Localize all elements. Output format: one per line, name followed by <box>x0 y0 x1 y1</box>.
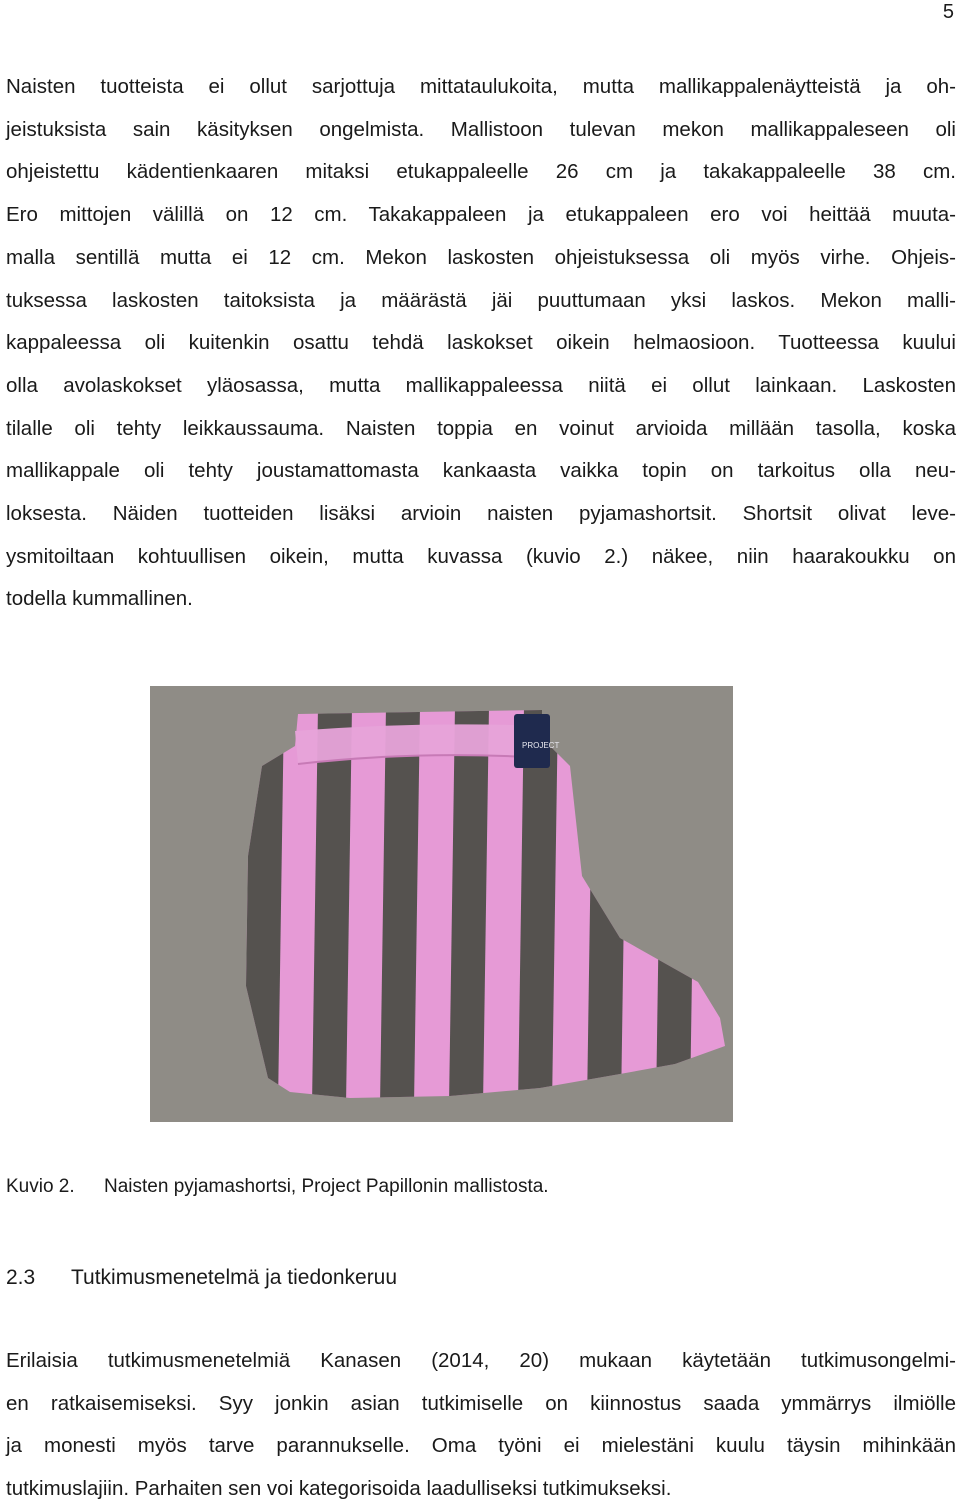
paragraph-line: en ratkaisemiseksi. Syy jonkin asian tutkimiselle on kiinnostus saada ymmärrys ilmiölle <box>6 1391 956 1415</box>
paragraph-line: olla avolaskokset yläosassa, mutta mallikappaleessa niitä ei ollut lainkaan. Laskosten <box>6 373 956 397</box>
paragraph-line: todella kummallinen. <box>6 587 193 611</box>
caption-number: Kuvio 2. <box>6 1176 75 1197</box>
grey-stripe <box>449 706 489 1106</box>
shorts-photo <box>150 686 733 1122</box>
paragraph-line: jeistuksista sain käsityksen ongelmista. Mallistoon tulevan mekon mallikappaleseen oli <box>6 117 956 141</box>
section-title: Tutkimusmenetelmä ja tiedonkeruu <box>71 1266 398 1289</box>
section-number: 2.3 <box>6 1266 36 1289</box>
body-paragraph-2 <box>6 1340 956 1511</box>
paragraph-line: tutkimuslajiin. Parhaiten sen voi kategorisoida laadulliseksi tutkimukseksi. <box>6 1477 672 1501</box>
grey-stripe <box>380 706 420 1106</box>
paragraph-line: mallikappale oli tehty joustamattomasta kankaasta vaikka topin on tarkoitus olla neu- <box>6 459 956 483</box>
paragraph-line: ysmitoiltaan kohtuullisen oikein, mutta kuvassa (kuvio 2.) näkee, niin haarakoukku on <box>6 544 956 568</box>
paragraph-line: tuksessa laskosten taitoksista ja määrästä jäi puuttumaan yksi laskos. Mekon malli- <box>6 288 956 312</box>
grey-stripe <box>312 706 352 1106</box>
paragraph-line: ja monesti myös tarve parannukselle. Oma työni ei mielestäni kuulu täysin mihinkään <box>6 1434 956 1458</box>
caption-text: Naisten pyjamashortsi, Project Papillonin mallistosta. <box>104 1176 549 1197</box>
figure-caption <box>6 1174 549 1200</box>
paragraph-line: Naisten tuotteista ei ollut sarjottuja mittataulukoita, mutta mallikappalenäytteistä ja oh- <box>6 75 956 98</box>
paragraph-line: ohjeistettu kädentienkaaren mitaksi etukappaleelle 26 cm ja takakappaleelle 38 cm. <box>6 160 956 184</box>
body-paragraph-1 <box>6 66 956 621</box>
paragraph-line: Erilaisia tutkimusmenetelmiä Kanasen (2014, 20) mukaan käytetään tutkimusongelmi- <box>6 1349 956 1372</box>
brand-label-text: PROJECT <box>522 741 560 750</box>
paragraph-line: tilalle oli tehty leikkaussauma. Naisten toppia en voinut arvioida millään tasolla, koska <box>6 416 956 440</box>
paragraph-line: loksesta. Näiden tuotteiden lisäksi arvioin naisten pyjamashortsit. Shortsit olivat leve- <box>6 502 956 526</box>
paragraph-line: malla sentillä mutta ei 12 cm. Mekon laskosten ohjeistuksessa oli myös virhe. Ohjeis- <box>6 245 956 269</box>
section-heading <box>6 1265 397 1291</box>
paragraph-line: kappaleessa oli kuitenkin osattu tehdä laskokset oikein helmaosioon. Tuotteessa kuului <box>6 331 956 355</box>
paragraph-line: Ero mittojen välillä on 12 cm. Takakappaleen ja etukappaleen ero voi heittää muuta- <box>6 203 956 227</box>
page-number: 5 <box>942 1 954 23</box>
